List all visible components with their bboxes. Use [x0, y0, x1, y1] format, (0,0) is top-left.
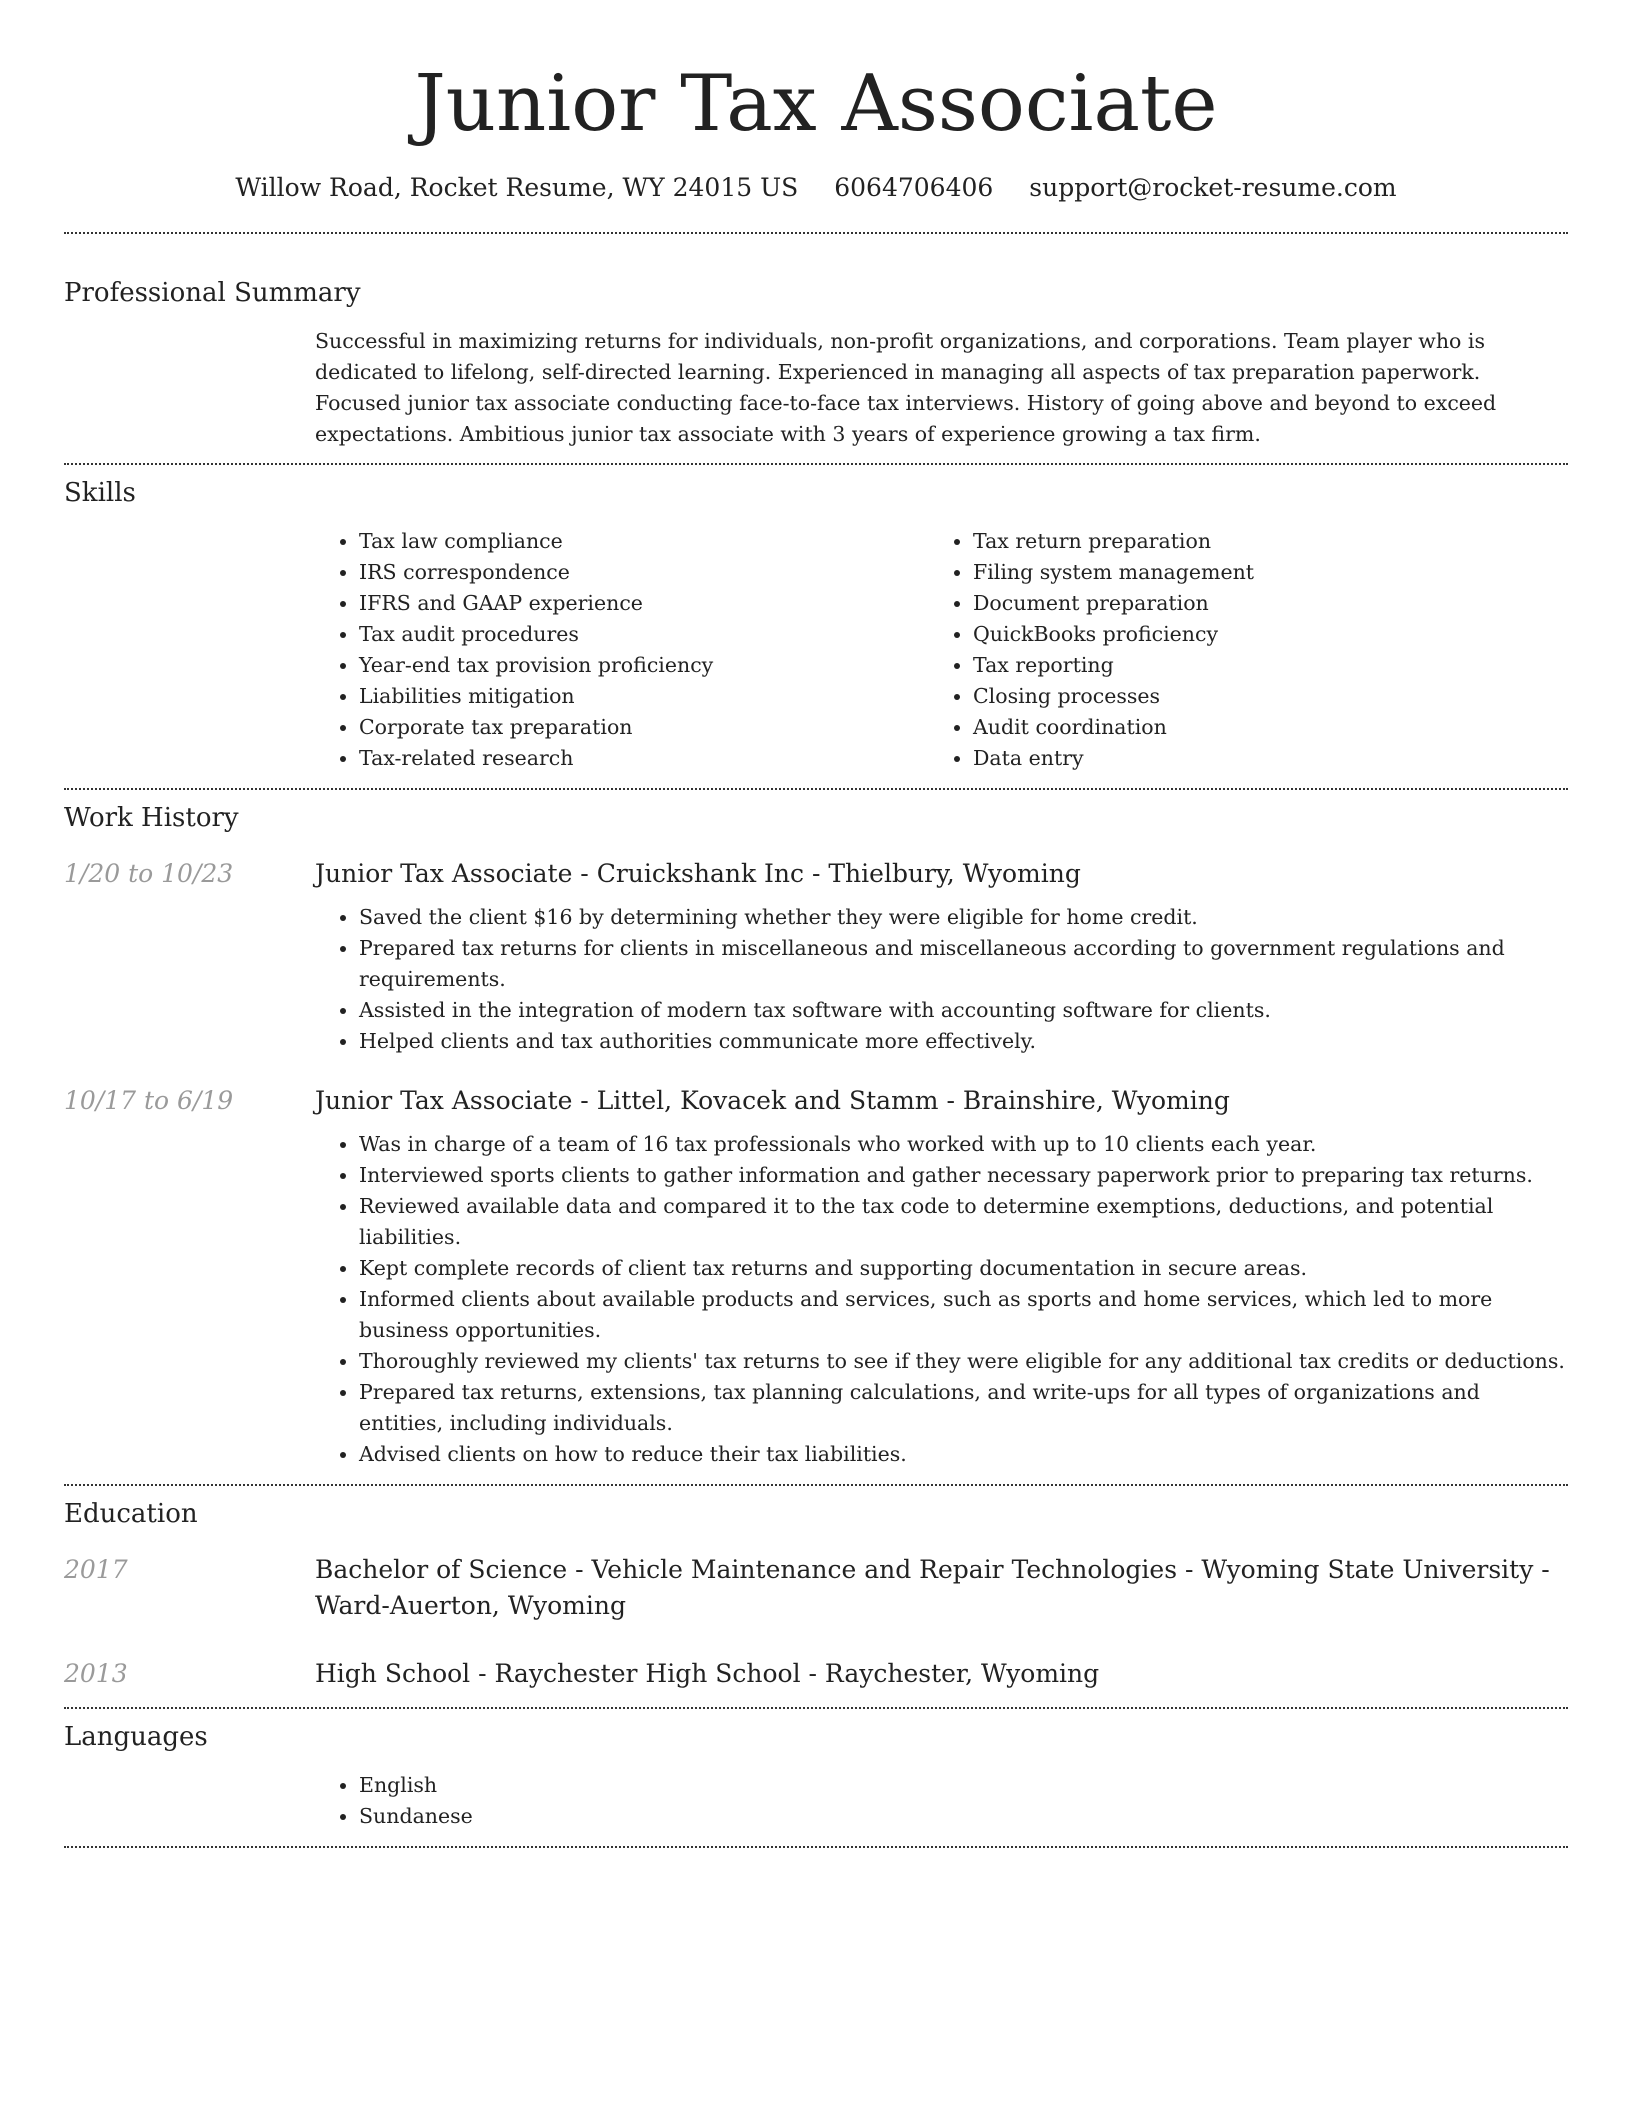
- contact-phone: 6064706406: [834, 173, 994, 202]
- job-bullet: • Informed clients about available products and services, such as sports and home services, which led to more business opportunities.: [359, 1284, 1568, 1346]
- skill-item: • Filing system management: [973, 557, 1543, 588]
- job-bullet: • Helped clients and tax authorities communicate more effectively.: [359, 1026, 1568, 1057]
- education-detail: - Vehicle Maintenance and Repair Technologies - Wyoming State University - Ward-Auerton, Wyoming: [315, 1555, 1550, 1620]
- job-entry: [64, 1083, 1568, 1470]
- education-title: Education: [64, 1499, 198, 1529]
- job-dates: 1/20 to 10/23: [64, 859, 234, 888]
- skill-item: • Document preparation: [973, 588, 1543, 619]
- skill-item: • Tax law compliance: [359, 526, 929, 557]
- languages-list: [315, 1770, 1568, 1832]
- skill-item: • Tax audit procedures: [359, 619, 929, 650]
- language-item: • Sundanese: [359, 1801, 1568, 1832]
- job-heading: Junior Tax Associate - Cruickshank Inc - Thielbury, Wyoming: [315, 859, 1081, 888]
- skill-item: • Year-end tax provision proficiency: [359, 650, 929, 681]
- languages-section: [64, 1709, 1568, 1832]
- job-bullet: • Interviewed sports clients to gather information and gather necessary paperwork prior to preparing tax returns.: [359, 1160, 1568, 1191]
- skills-grid: [315, 526, 1568, 774]
- summary-title: Professional Summary: [64, 278, 361, 308]
- skill-item: • Tax-related research: [359, 743, 929, 774]
- education-degree: Bachelor of Science: [315, 1555, 568, 1584]
- education-entry: [64, 1656, 1568, 1692]
- skill-item: • Tax reporting: [973, 650, 1543, 681]
- summary-section: [64, 234, 1568, 450]
- skill-item: • Corporate tax preparation: [359, 712, 929, 743]
- education-heading: [315, 1656, 1568, 1692]
- skill-item: • Closing processes: [973, 681, 1543, 712]
- job-bullet: • Thoroughly reviewed my clients' tax returns to see if they were eligible for any additional tax credits or deductions.: [359, 1346, 1568, 1377]
- skill-item: • IRS correspondence: [359, 557, 929, 588]
- contact-address: Willow Road, Rocket Resume, WY 24015 US: [235, 173, 799, 202]
- section-divider: [64, 1846, 1568, 1848]
- skill-item: • Tax return preparation: [973, 526, 1543, 557]
- education-detail: - Raychester High School - Raychester, Wyoming: [470, 1659, 1100, 1688]
- skill-item: • IFRS and GAAP experience: [359, 588, 929, 619]
- skills-left-list: [315, 526, 929, 774]
- job-bullet: • Assisted in the integration of modern tax software with accounting software for clients.: [359, 995, 1568, 1026]
- skill-item: • Data entry: [973, 743, 1543, 774]
- job-bullets: [315, 902, 1568, 1057]
- job-bullet: • Was in charge of a team of 16 tax professionals who worked with up to 10 clients each year.: [359, 1129, 1568, 1160]
- education-degree: High School: [315, 1659, 471, 1688]
- work-section: [64, 790, 1568, 1470]
- resume-page: [64, 0, 1568, 1848]
- education-section: [64, 1486, 1568, 1692]
- job-dates: 10/17 to 6/19: [64, 1086, 234, 1115]
- education-heading: [315, 1552, 1568, 1624]
- skills-title: Skills: [64, 478, 136, 508]
- education-year: 2017: [64, 1555, 128, 1584]
- job-bullet: • Prepared tax returns, extensions, tax planning calculations, and write-ups for all types of organizations and entities, including individuals.: [359, 1377, 1568, 1439]
- contact-line: [64, 166, 1568, 210]
- job-heading: Junior Tax Associate - Littel, Kovacek and Stamm - Brainshire, Wyoming: [315, 1086, 1230, 1115]
- contact-email: support@rocket-resume.com: [1029, 173, 1397, 202]
- job-bullet: • Prepared tax returns for clients in miscellaneous and miscellaneous according to government regulations and requirements.: [359, 933, 1568, 995]
- skill-item: • Audit coordination: [973, 712, 1543, 743]
- work-title: Work History: [64, 803, 239, 833]
- resume-name: Junior Tax Associate: [414, 59, 1218, 149]
- job-bullet: • Saved the client $16 by determining whether they were eligible for home credit.: [359, 902, 1568, 933]
- job-entry: [64, 856, 1568, 1057]
- skill-item: • QuickBooks proficiency: [973, 619, 1543, 650]
- summary-text: Successful in maximizing returns for individuals, non-profit organizations, and corporations. Team player who is dedicated to lifelong, self-directed learning. Experienced in managing all aspects of tax preparation paperwork. Focused junior tax associate conducting face-to-face tax interviews. History of going above and beyond to exceed expectations. Ambitious junior tax associate with 3 years of experience growing a tax firm.: [315, 329, 1497, 446]
- education-year: 2013: [64, 1659, 128, 1688]
- skills-section: [64, 465, 1568, 774]
- skill-item: • Liabilities mitigation: [359, 681, 929, 712]
- languages-title: Languages: [64, 1722, 208, 1752]
- skills-right-list: [929, 526, 1543, 774]
- job-bullets: [315, 1129, 1568, 1470]
- job-bullet: • Reviewed available data and compared it to the tax code to determine exemptions, deductions, and potential liabilities.: [359, 1191, 1568, 1253]
- education-entry: [64, 1552, 1568, 1624]
- language-item: • English: [359, 1770, 1568, 1801]
- job-bullet: • Advised clients on how to reduce their tax liabilities.: [359, 1439, 1568, 1470]
- job-bullet: • Kept complete records of client tax returns and supporting documentation in secure areas.: [359, 1253, 1568, 1284]
